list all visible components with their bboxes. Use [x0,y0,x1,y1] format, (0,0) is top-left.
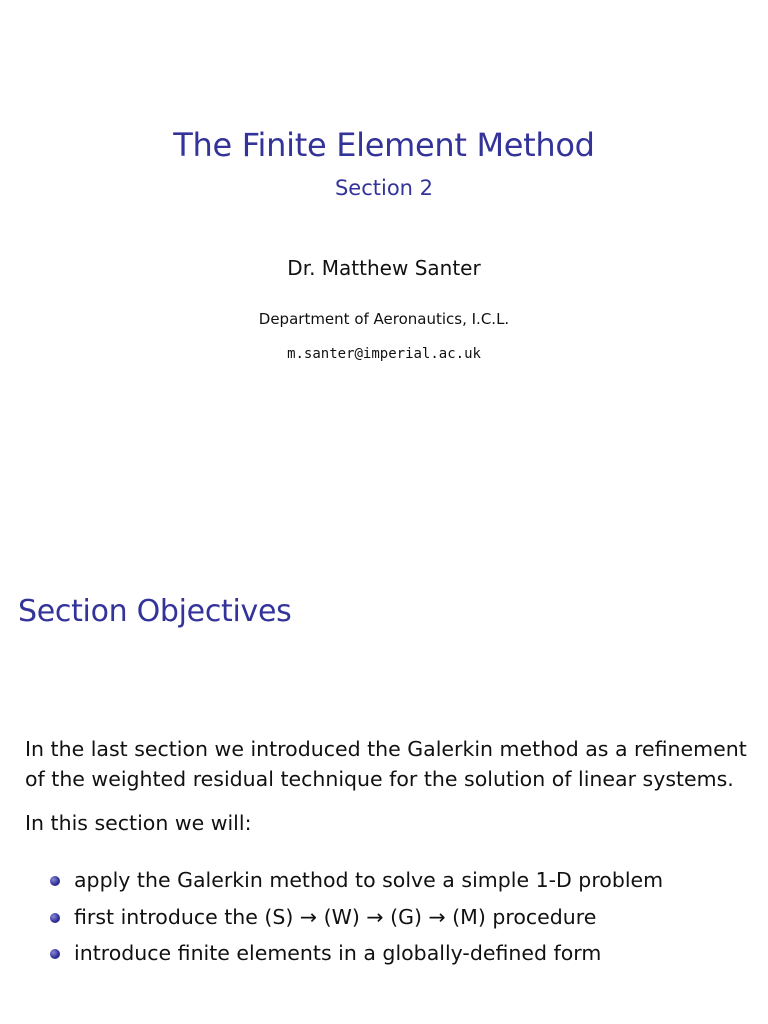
list-item [48,862,663,899]
list-item-text: apply the Galerkin method to solve a simple 1-D problem [74,868,664,892]
intro-paragraph: In the last section we introduced the Galerkin method as a refinement of the weighted residual technique for the solution of linear systems. [25,737,747,791]
author-name: Dr. Matthew Santer [287,256,481,280]
lead-in-paragraph: In this section we will: [25,811,252,835]
objectives-slide [0,512,768,1024]
list-item-text: first introduce the (S) → (W) → (G) → (M) procedure [74,904,597,929]
bullet-icon [50,913,60,923]
presentation-title: The Finite Element Method [173,126,595,164]
author-email: m.santer@imperial.ac.uk [287,346,481,362]
presentation-subtitle: Section 2 [334,176,434,200]
list-item-text: introduce finite elements in a globally-defined form [74,941,602,965]
list-item [48,899,663,936]
objectives-list [48,862,663,972]
list-item [48,935,663,972]
institute: Department of Aeronautics, I.C.L. [258,310,510,328]
bullet-icon [50,949,60,959]
frame-title: Section Objectives [18,594,292,629]
bullet-icon [50,876,60,886]
